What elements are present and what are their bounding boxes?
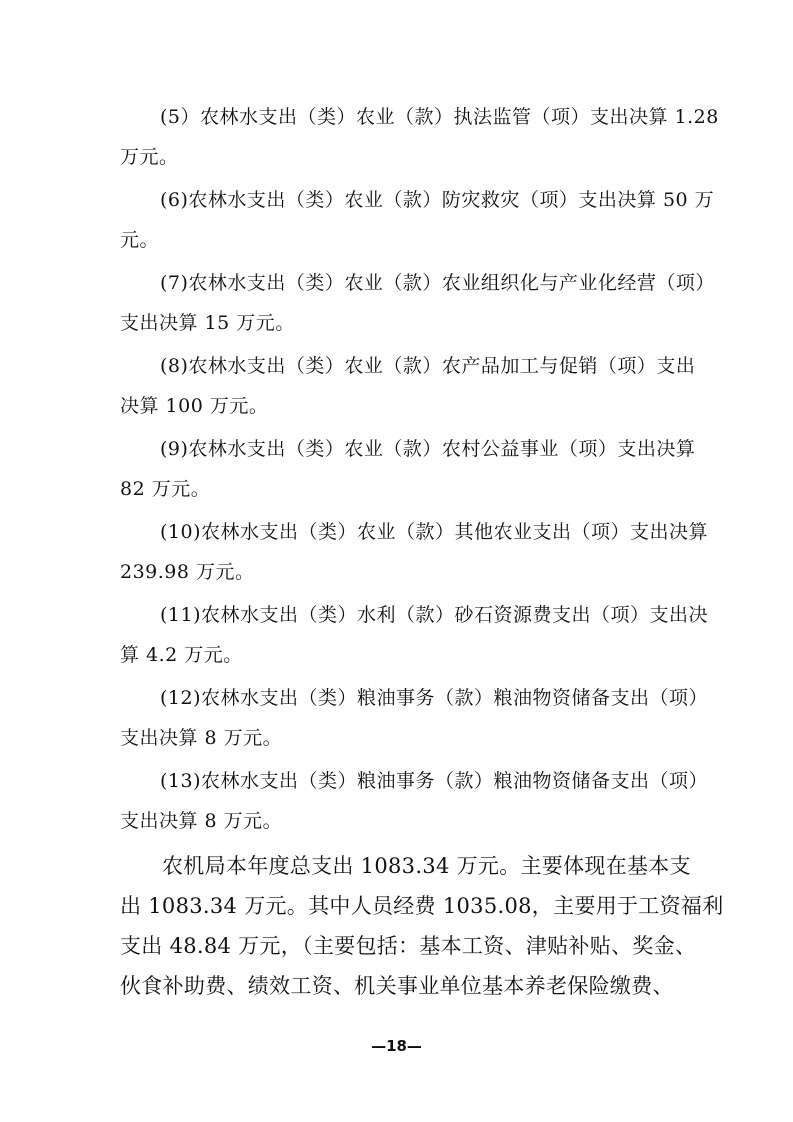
item-line: 239.98 万元。 xyxy=(120,561,255,583)
item-line: 决算 100 万元。 xyxy=(120,395,269,417)
summary-line: 出 1083.34 万元。其中人员经费 1035.08，主要用于工资福利 xyxy=(120,894,724,918)
item-line: (7)农林水支出（类）农业（款）农业组织化与产业化经营（项） xyxy=(160,272,715,294)
list-item xyxy=(120,761,709,841)
summary-line: 农机局本年度总支出 1083.34 万元。主要体现在基本支 xyxy=(162,854,691,878)
item-line: 算 4.2 万元。 xyxy=(120,644,243,666)
list-item xyxy=(120,678,709,758)
item-line: 支出决算 8 万元。 xyxy=(120,810,283,832)
page-number: —18— xyxy=(371,1037,422,1055)
item-line: (8)农林水支出（类）农业（款）农产品加工与促销（项）支出 xyxy=(160,355,696,377)
item-line: (11)农林水支出（类）水利（款）砂石资源费支出（项）支出决 xyxy=(160,604,709,626)
item-line: (5）农林水支出（类）农业（款）执法监管（项）支出决算 1.28 xyxy=(160,106,719,128)
item-line: 万元。 xyxy=(120,146,179,168)
list-item xyxy=(120,263,715,343)
list-item xyxy=(120,346,696,426)
item-line: 支出决算 8 万元。 xyxy=(120,727,283,749)
summary-paragraph xyxy=(120,846,724,1006)
list-item xyxy=(120,595,709,675)
summary-line: 支出 48.84 万元，（主要包括：基本工资、津贴补贴、奖金、 xyxy=(120,934,697,958)
item-line: 82 万元。 xyxy=(120,478,211,500)
item-line: (12)农林水支出（类）粮油事务（款）粮油物资储备支出（项） xyxy=(160,687,709,709)
item-line: (13)农林水支出（类）粮油事务（款）粮油物资储备支出（项） xyxy=(160,770,709,792)
list-item xyxy=(120,512,709,592)
item-line: 支出决算 15 万元。 xyxy=(120,312,295,334)
summary-line: 伙食补助费、绩效工资、机关事业单位基本养老保险缴费、 xyxy=(120,974,674,998)
item-line: (6)农林水支出（类）农业（款）防灾救灾（项）支出决算 50 万 xyxy=(160,189,715,211)
item-line: 元。 xyxy=(120,229,160,251)
item-line: (9)农林水支出（类）农业（款）农村公益事业（项）支出决算 xyxy=(160,438,696,460)
item-line: (10)农林水支出（类）农业（款）其他农业支出（项）支出决算 xyxy=(160,521,709,543)
list-item xyxy=(120,180,715,260)
list-item xyxy=(120,97,719,177)
list-item xyxy=(120,429,696,509)
